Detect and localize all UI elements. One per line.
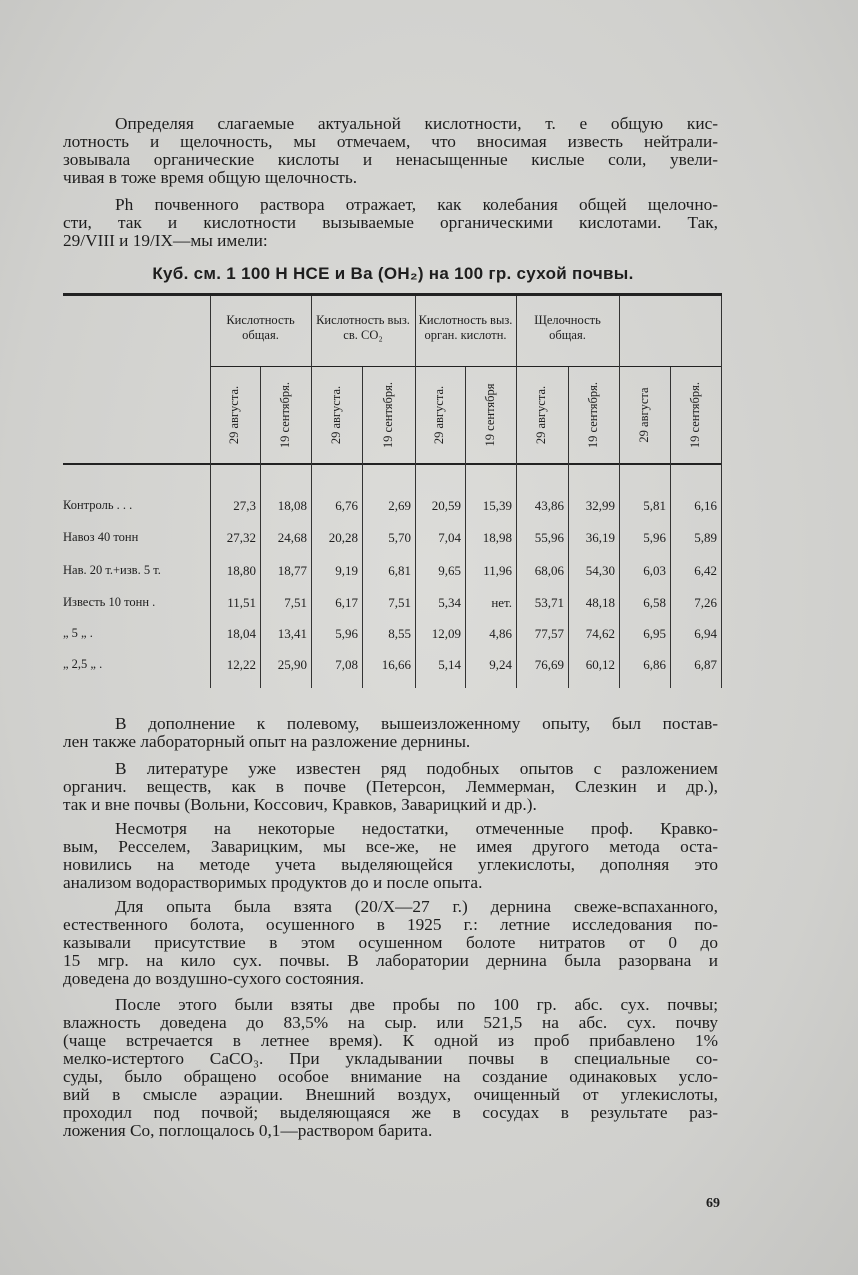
table-cell: 4,86 — [489, 626, 512, 641]
text-line: Для опыта была взята (20/X—27 г.) дернина свеже-вспаханного, — [115, 897, 718, 916]
table-group-header: Кислотность общая. — [226, 313, 295, 342]
table-group-header: Кислотность выз. орган. кислотн. — [418, 313, 513, 342]
table-cell: 5,34 — [438, 595, 461, 610]
table-cell: 25,90 — [277, 657, 307, 672]
table-row-label: Известь 10 тонн . — [63, 595, 156, 609]
table-cell: 15,39 — [482, 498, 512, 513]
text-line: После этого были взяты две пробы по 100 гр. абс. сух. почвы; — [115, 995, 718, 1014]
text-line: Определяя слагаемые актуальной кислотности, т. е общую кис- — [115, 114, 718, 133]
text-line: (чаще встречается в летнее время). К одной из проб прибавлено 1% — [63, 1031, 718, 1050]
text-line: лотность и щелочность, мы отмечаем, что вносимая известь нейтрали- — [63, 132, 718, 151]
text-line: суды, было обращено особое внимание на создание одинаковых усло- — [63, 1067, 718, 1086]
page-number: 69 — [706, 1196, 720, 1211]
table-date-header: 29 августа. — [227, 385, 241, 445]
table-cell: 6,95 — [643, 626, 666, 641]
text-line: естественного болота, осушенного в 1925 г.: летние исследования по- — [63, 915, 718, 934]
text-line: 29/VIII и 19/IX—мы имели: — [63, 231, 268, 250]
table-cell: 5,96 — [335, 626, 358, 641]
table-cell: 12,09 — [431, 626, 461, 641]
text-line: проходил под почвой; выделяющаяся же в сосудах в результате раз- — [63, 1103, 718, 1122]
table-cell: 2,69 — [388, 498, 411, 513]
table-cell: 6,81 — [388, 563, 411, 578]
table-cell: 11,51 — [227, 595, 256, 610]
text-line: сти, так и кислотности вызываемые органическими кислотами. Так, — [63, 213, 718, 232]
text-line: Несмотря на некоторые недостатки, отмеченные проф. Кравко- — [115, 819, 718, 838]
paragraph-4 — [63, 760, 718, 814]
table-date-header: 19 сентября. — [687, 381, 702, 449]
table-cell: 77,57 — [534, 626, 564, 641]
table-cell: 27,3 — [233, 498, 256, 513]
table-cell: 18,04 — [226, 626, 256, 641]
table-cell: 53,71 — [534, 595, 564, 610]
table-date-header: 19 сентября — [482, 383, 497, 447]
table-cell: 18,77 — [277, 563, 307, 578]
table-group-header: Кислотность выз. св. CO₂ — [316, 313, 410, 342]
text-line: казывали присутствие в этом осушенном болоте нитратов от 0 до — [63, 933, 718, 952]
text-line: В дополнение к полевому, вышеизложенному опыту, был постав- — [115, 714, 718, 733]
paragraph-6 — [63, 898, 718, 988]
table-cell: 27,32 — [226, 530, 256, 545]
table-group-header: Щелочность общая. — [534, 313, 601, 342]
table-title: Куб. см. 1 100 Н НСЕ и Ва (ОН₂) на 100 гр. сухой почвы. — [152, 264, 634, 283]
text-line: 15 мгр. на кило сух. почвы. В лаборатории дернина была разорвана и — [63, 951, 718, 970]
table-cell: 54,30 — [585, 563, 615, 578]
table-cell: 7,51 — [388, 595, 411, 610]
table-date-header: 29 августа — [636, 387, 651, 443]
table-row-label: Навоз 40 тонн — [63, 530, 139, 544]
text-line: мелко-истертого CaCO₃. При укладывании почвы в специальные со- — [63, 1049, 718, 1068]
table-cell: 9,19 — [335, 563, 358, 578]
table-cell: нет. — [491, 595, 512, 610]
text-line: чивая в тоже время общую щелочность. — [63, 168, 358, 187]
text-line: анализом водорастворимых продуктов до и после опыта. — [63, 873, 483, 892]
table-column-line — [721, 296, 722, 688]
table-row-label: „ 2,5 „ . — [63, 657, 103, 671]
text-line: новились на методе учета выделяющейся углекислоты, дополняя это — [63, 855, 718, 874]
table-cell: 6,58 — [643, 595, 666, 610]
table-cell: 13,41 — [277, 626, 307, 641]
text-line: вий в смысле аэрации. Внешний воздух, очищенный от углекислоты, — [63, 1085, 718, 1104]
table-cell: 74,62 — [585, 626, 615, 641]
paragraph-7 — [63, 996, 718, 1140]
table-row-label: „ 5 „ . — [63, 626, 93, 640]
table-cell: 7,51 — [284, 595, 307, 610]
text-line: зовывала органические кислоты и ненасыщенные кислые соли, увели- — [63, 150, 718, 169]
text-line: доведена до воздушно-сухого состояния. — [63, 969, 365, 988]
table-cell: 12,22 — [226, 657, 256, 672]
table-cell: 6,16 — [694, 498, 717, 513]
text-line: органич. веществ, как в почве (Петерсон, Леммерман, Слезкин и др.), — [63, 777, 718, 796]
table-cell: 16,66 — [381, 657, 411, 672]
table-cell: 20,59 — [431, 498, 461, 513]
table-cell: 6,17 — [335, 595, 358, 610]
text-line: В литературе уже известен ряд подобных опытов с разложением — [115, 759, 718, 778]
text-line: вым, Ресселем, Заварицким, мы все-же, не имея другого метода оста- — [63, 837, 718, 856]
paragraph-5 — [63, 820, 718, 892]
paragraph-2 — [63, 196, 718, 250]
table-cell: 60,12 — [585, 657, 615, 672]
table-top-rule — [63, 293, 722, 296]
table-cell: 5,70 — [388, 530, 411, 545]
table-cell: 55,96 — [534, 530, 564, 545]
table-cell: 7,08 — [335, 657, 358, 672]
table-date-header: 19 сентября. — [277, 381, 292, 449]
table-cell: 6,87 — [694, 657, 717, 672]
table-cell: 11,96 — [483, 563, 512, 578]
table-cell: 7,26 — [694, 595, 717, 610]
table-cell: 5,96 — [643, 530, 666, 545]
table-header-rule — [63, 463, 722, 465]
table-row-label: Контроль . . . — [63, 498, 133, 512]
table-cell: 5,81 — [643, 498, 666, 513]
table-cell: 7,04 — [438, 530, 461, 545]
table-cell: 6,94 — [694, 626, 717, 641]
table-row-label: Нав. 20 т.+изв. 5 т. — [63, 563, 161, 577]
table-cell: 48,18 — [585, 595, 615, 610]
table-cell: 24,68 — [277, 530, 307, 545]
table-cell: 18,80 — [226, 563, 256, 578]
text-line: влажность доведена до 83,5% на сыр. или 521,5 на абс. сух. почву — [63, 1013, 718, 1032]
table-date-header: 19 сентября. — [585, 381, 600, 449]
table-cell: 6,42 — [694, 563, 717, 578]
table-cell: 9,24 — [489, 657, 512, 672]
table-date-header: 19 сентября. — [380, 381, 395, 449]
table-cell: 5,89 — [694, 530, 717, 545]
table-cell: 9,65 — [438, 563, 461, 578]
table-date-header: 29 августа. — [534, 385, 548, 445]
table-date-header: 29 августа. — [432, 385, 446, 445]
paragraph-3 — [63, 715, 718, 751]
table-cell: 8,55 — [388, 626, 411, 641]
text-line: Ph почвенного раствора отражает, как колебания общей щелочно- — [115, 195, 718, 214]
table-cell: 18,08 — [277, 498, 307, 513]
table-cell: 6,76 — [335, 498, 358, 513]
table-cell: 18,98 — [482, 530, 512, 545]
table-cell: 6,86 — [643, 657, 666, 672]
table-cell: 36,19 — [585, 530, 615, 545]
table-cell: 6,03 — [643, 563, 666, 578]
table-cell: 5,14 — [438, 657, 461, 672]
table-cell: 43,86 — [534, 498, 564, 513]
table-cell: 20,28 — [328, 530, 358, 545]
table-cell: 68,06 — [534, 563, 564, 578]
text-line: так и вне почвы (Вольни, Коссович, Кравков, Заварицкий и др.). — [63, 795, 537, 814]
table-cell: 76,69 — [534, 657, 564, 672]
text-line: лен также лабораторный опыт на разложение дернины. — [63, 732, 471, 751]
paragraph-1 — [63, 115, 718, 187]
text-line: ложения Co, поглощалось 0,1—раствором барита. — [63, 1121, 433, 1140]
table-cell: 32,99 — [585, 498, 615, 513]
table-date-header: 29 августа. — [328, 385, 343, 445]
